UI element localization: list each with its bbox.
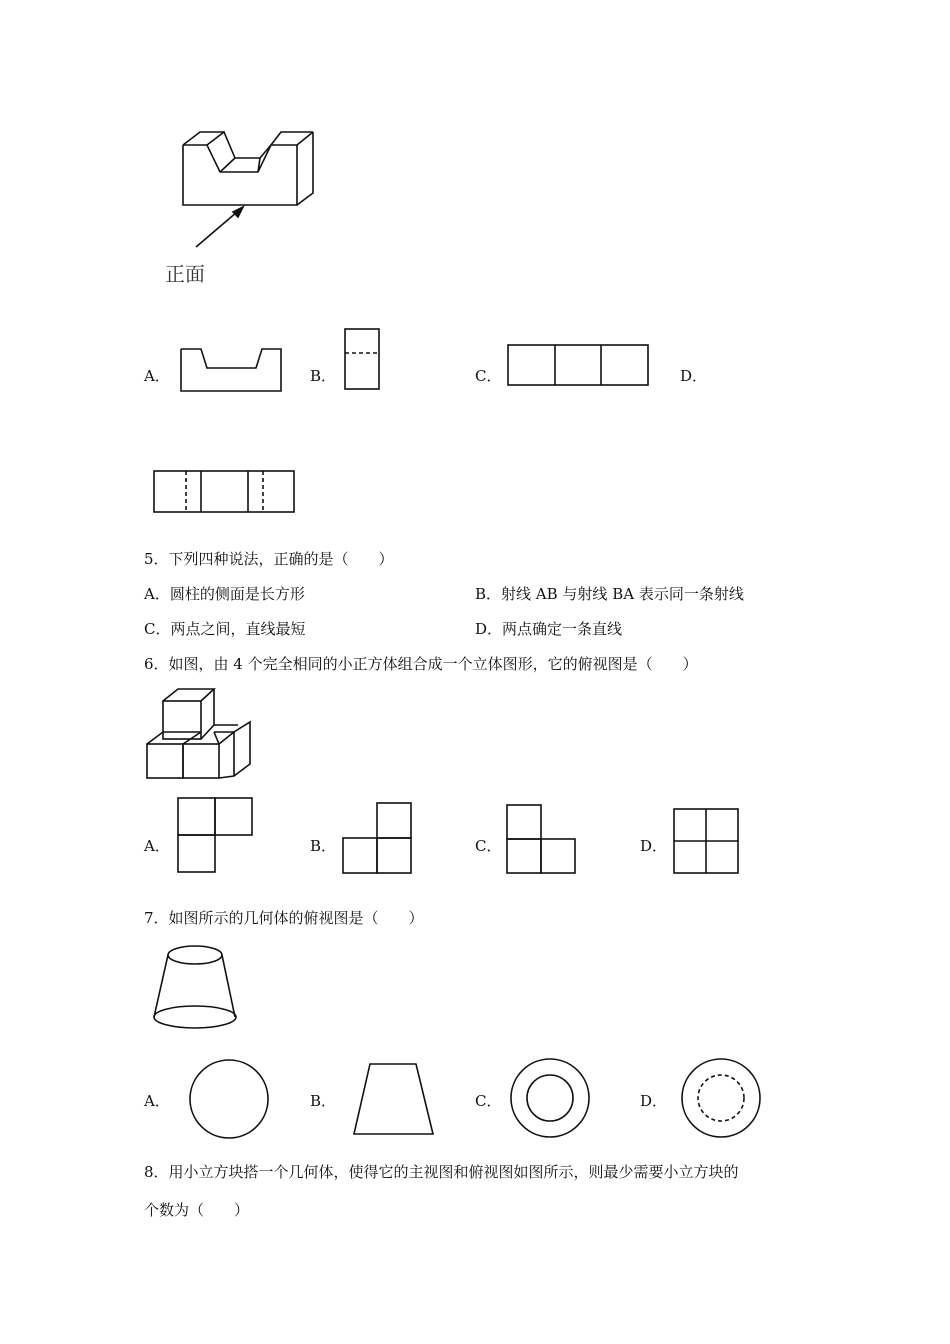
q6-option-c-label: C． — [475, 837, 502, 855]
q8-stem-line2: 个数为（ ） — [144, 1201, 250, 1219]
q8-stem-line1: 8．用小立方块搭一个几何体，使得它的主视图和俯视图如图所示，则最少需要小立方块的 — [144, 1163, 739, 1181]
q4-option-c-label: C． — [475, 367, 502, 385]
q5-option-c-text: 两点之间，直线最短 — [170, 620, 306, 638]
q6-option-d-label: D． — [640, 837, 668, 855]
q7-option-a-label: A． — [144, 1092, 170, 1110]
q4-option-d-label: D． — [680, 367, 708, 385]
q6-option-a-label: A． — [144, 837, 170, 855]
q7-option-d-label: D． — [640, 1092, 668, 1110]
q4-option-a-label: A． — [144, 367, 170, 385]
q5-option-b-label: B． — [475, 585, 502, 603]
q5-option-d-text: 两点确定一条直线 — [502, 620, 623, 638]
q6-option-b-label: B． — [310, 837, 337, 855]
q7-option-b-label: B． — [310, 1092, 337, 1110]
q5-stem: 5．下列四种说法，正确的是（ ） — [144, 550, 394, 568]
q5-option-c-label: C． — [144, 620, 171, 638]
q5-option-a-text: 圆柱的侧面是长方形 — [169, 585, 305, 603]
q5-option-d-label: D． — [475, 620, 503, 638]
q4-option-b-label: B． — [310, 367, 337, 385]
q7-option-c-label: C． — [475, 1092, 502, 1110]
q5-option-b-text: 射线 AB 与射线 BA 表示同一条射线 — [501, 585, 744, 603]
front-label: 正面 — [165, 262, 205, 286]
q5-option-a-label: A． — [144, 585, 170, 603]
q7-stem: 7．如图所示的几何体的俯视图是（ ） — [144, 909, 424, 927]
q6-stem: 6．如图，由 4 个完全相同的小正方体组合成一个立体图形，它的俯视图是（ ） — [144, 655, 698, 673]
